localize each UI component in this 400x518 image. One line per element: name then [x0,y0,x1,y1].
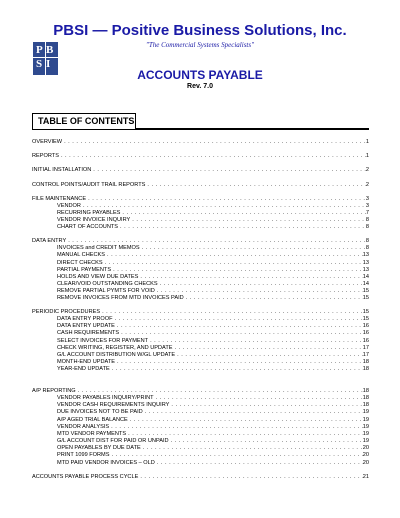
document-title: ACCOUNTS PAYABLE [137,68,263,82]
toc-entry-title: VENDOR [57,203,81,209]
toc-entry-page: 19 [362,438,369,444]
toc-entry[interactable] [57,329,369,337]
toc-leader-dots [59,152,366,160]
toc-entry-page: 18 [362,359,369,365]
toc-entry-page: 17 [362,345,369,351]
toc-entry-title: PRINT 1099 FORMS [57,452,110,458]
toc-entry-title: MTD PAID VENDOR INVOICES – OLD [57,460,155,466]
toc-leader-dots [184,294,363,302]
toc-heading: TABLE OF CONTENTS [32,113,136,130]
toc-entry-page: 20 [362,445,369,451]
toc-entry-page: 15 [362,309,369,315]
toc-entry-title: A/P REPORTING [32,388,76,394]
toc-entry-page: 16 [362,323,369,329]
toc-entry-title: CLEAR/VOID OUTSTANDING CHECKS [57,281,158,287]
toc-entry[interactable] [57,408,369,416]
company-tagline: "The Commercial Systems Specialists" [145,41,255,49]
toc-entry[interactable] [57,251,369,259]
toc-entry-page: 19 [362,431,369,437]
toc-entry-page: 3 [365,196,369,202]
toc-entry-title: DIRECT CHECKS [57,260,103,266]
toc-entry-title: FILE MAINTENANCE [32,196,87,202]
toc-entry-title: ACCOUNTS PAYABLE PROCESS CYCLE [32,474,139,480]
toc-entry[interactable] [32,166,369,174]
logo-letter-s: S [36,58,43,70]
toc-entry-page: 14 [362,274,369,280]
toc-entry-page: 21 [362,474,369,480]
toc-entry-title: PARTIAL PAYMENTS [57,267,112,273]
toc-entry-title: RECURRING PAYABLES [57,210,121,216]
toc-leader-dots [143,408,363,416]
toc-entry-page: 13 [362,267,369,273]
toc-entry-page: 20 [362,452,369,458]
toc-entry-title: OPEN PAYABLES BY DUE DATE [57,445,141,451]
toc-leader-dots [109,451,362,459]
toc-entry-page: 17 [362,352,369,358]
toc-entry-title: INITIAL INSTALLATION [32,167,92,173]
toc-entry-title: MONTH-END UPDATE [57,359,116,365]
toc-leader-dots [119,329,363,337]
toc-entry-page: 8 [365,245,369,251]
toc-leader-dots [105,251,363,259]
toc-entry[interactable] [57,459,369,467]
toc-entry-page: 2 [365,167,369,173]
toc-entry-page: 19 [362,417,369,423]
toc-entry-title: DATA ENTRY [32,238,67,244]
company-name: — Positive Business Solutions, Inc. [88,22,347,39]
toc-entry[interactable] [32,181,369,189]
toc-entry-page: 8 [365,224,369,230]
logo-letter-b: B [46,44,54,56]
toc-entry-page: 18 [362,366,369,372]
toc-entry-page: 2 [365,182,369,188]
toc-leader-dots [91,166,366,174]
toc-entry[interactable] [57,451,369,459]
toc-entry-page: 18 [362,388,369,394]
toc-leader-dots [138,473,362,481]
toc-entry-title: G/L ACCOUNT DIST FOR PAID OR UNPAID [57,438,169,444]
toc-entry-page: 13 [362,252,369,258]
toc-entry-page: 19 [362,409,369,415]
toc-entry-page: 20 [362,460,369,466]
brand-name: PBSI [53,22,89,39]
toc-entry-page: 16 [362,338,369,344]
toc-entry-title: YEAR-END UPDATE [57,366,110,372]
toc-entry-title: MANUAL CHECKS [57,252,105,258]
toc-entry-page: 19 [362,424,369,430]
toc-leader-dots [110,365,363,373]
toc-entry[interactable] [32,152,369,160]
toc-entry-title: SELECT INVOICES FOR PAYMENT [57,338,149,344]
toc-entry-title: VENDOR INVOICE INQUIRY [57,217,131,223]
toc-entry-title: CASH REQUIREMENTS [57,330,120,336]
toc-leader-dots [145,181,366,189]
toc-entry-page: 18 [362,402,369,408]
toc-entry-title: VENDOR PAYABLES INQUIRY/PRINT [57,395,154,401]
toc-entry-page: 16 [362,330,369,336]
toc-entry-title: REMOVE INVOICES FROM MTD INVOICES PAID [57,295,184,301]
toc-entry-page: 1 [365,153,369,159]
toc-entry[interactable] [32,138,369,146]
toc-entry-page: 8 [365,238,369,244]
toc-entry-title: HOLDS AND VIEW DUE DATES [57,274,139,280]
toc-leader-dots [118,223,366,231]
logo-letter-i: I [46,58,51,70]
toc-entry-title: INVOICES and CREDIT MEMOS [57,245,140,251]
toc-entry-page: 7 [365,210,369,216]
toc-entry-page: 14 [362,281,369,287]
toc-entry-title: DATA ENTRY PROOF [57,316,113,322]
toc-entry-title: DUE INVOICES NOT TO BE PAID [57,409,143,415]
toc-entry-title: CONTROL POINTS/AUDIT TRAIL REPORTS [32,182,146,188]
toc-entry[interactable] [32,473,369,481]
toc-entry[interactable] [57,223,369,231]
toc-entry-title: DATA ENTRY UPDATE [57,323,115,329]
toc-entry-page: 8 [365,217,369,223]
toc-entry-page: 15 [362,288,369,294]
toc-entry-title: VENDOR ANALYSIS [57,424,110,430]
toc-entry-page: 1 [365,139,369,145]
toc-entry-title: REMOVE PARTIAL PYMTS FOR VOID [57,288,155,294]
toc-entry-title: PERIODIC PROCEDURES [32,309,101,315]
toc-leader-dots [155,459,363,467]
document-revision: Rev. 7.0 [187,83,213,90]
toc-entry-page: 3 [365,203,369,209]
toc-entry-title: VENDOR CASH REQUIREMENTS INQUIRY [57,402,170,408]
toc-entry-page: 18 [362,395,369,401]
toc-entry[interactable] [57,294,369,302]
toc-entry[interactable] [57,365,369,373]
toc-entry-title: REPORTS [32,153,59,159]
toc-entry-title: A/P AGED TRIAL BALANCE [57,417,128,423]
toc-entry-title: OVERVIEW [32,139,63,145]
toc-entry-page: 15 [362,316,369,322]
toc-entry-title: CHART OF ACCOUNTS [57,224,119,230]
toc-leader-dots [62,138,366,146]
toc-entry-page: 15 [362,295,369,301]
logo-letter-p: P [36,44,43,56]
toc-entry-title: G/L ACCOUNT DISTRIBUTION W/GL UPDATE [57,352,176,358]
toc-entry-title: CHECK WRITING, REGISTER, AND UPDATE [57,345,173,351]
toc-entry-title: MTD VENDOR PAYMENTS [57,431,127,437]
toc-entry-page: 13 [362,260,369,266]
